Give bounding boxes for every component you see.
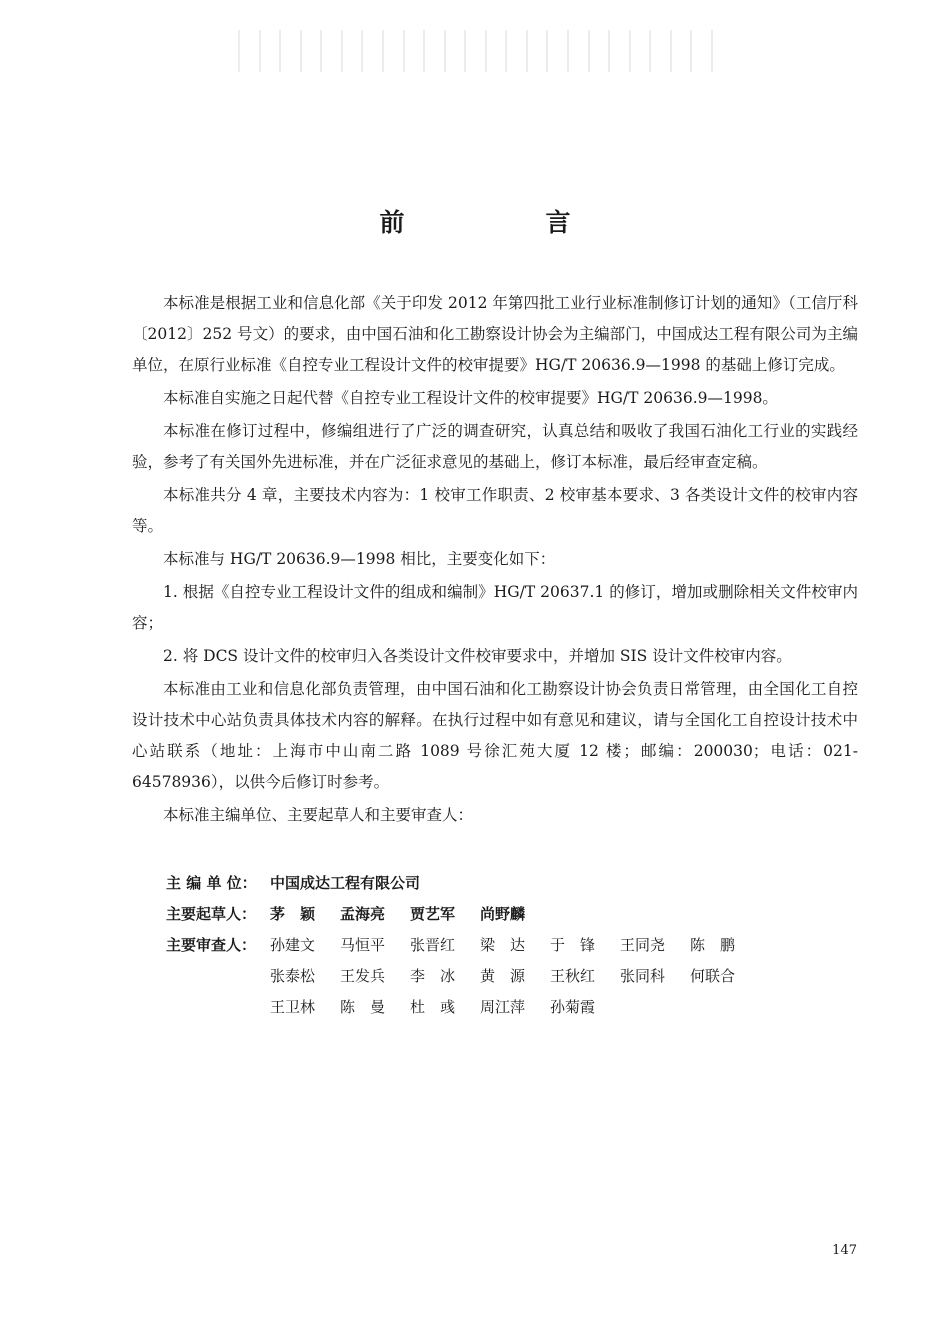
reviewer-name: 陈 曼: [340, 998, 386, 1016]
credits-block: [166, 868, 786, 1023]
page-title: 前 言: [379, 208, 629, 237]
reviewers-row: [166, 930, 786, 1023]
reviewer-name: 何联合: [690, 967, 736, 985]
reviewer-name: 张晋红: [410, 936, 456, 954]
paragraph: 本标准是根据工业和信息化部《关于印发 2012 年第四批工业行业标准制修订计划的通知》（工信厅科〔2012〕252 号文）的要求，由中国石油和化工勘察设计协会为主编部门，中国成达工程有限公司为主编单位，在原行业标准《自控专业工程设计文件的校审提要》HG/T 20636.9—1998 的基础上修订完成。: [132, 294, 858, 374]
editor-unit-row: [166, 868, 786, 899]
drafter-name: 尚野麟: [480, 905, 526, 923]
reviewer-name: 周江萍: [480, 998, 526, 1016]
paragraph: 本标准主编单位、主要起草人和主要审查人：: [163, 806, 474, 824]
reviewers-list: [270, 930, 760, 1023]
page-number: 147: [832, 1243, 857, 1258]
editor-unit-value: 中国成达工程有限公司: [270, 874, 421, 892]
drafter-name: 贾艺军: [410, 905, 456, 923]
reviewer-name: 马恒平: [340, 936, 386, 954]
drafter-name: 孟海亮: [340, 905, 386, 923]
paragraph: 本标准自实施之日起代替《自控专业工程设计文件的校审提要》HG/T 20636.9—1998。: [163, 389, 778, 407]
paragraph: 2. 将 DCS 设计文件的校审归入各类设计文件校审要求中，并增加 SIS 设计文件校审内容。: [163, 647, 792, 665]
paragraph: 本标准由工业和信息化部负责管理，由中国石油和化工勘察设计协会负责日常管理，由全国化工自控设计技术中心站负责具体技术内容的解释。在执行过程中如有意见和建议，请与全国化工自控设计技术中心站联系（地址：上海市中山南二路 1089 号徐汇苑大厦 12 楼；邮编：200030；电话：021-64578936），以供今后修订时参考。: [132, 680, 858, 791]
paragraph: 本标准共分 4 章，主要技术内容为：1 校审工作职责、2 校审基本要求、3 各类设计文件的校审内容等。: [132, 486, 858, 535]
paragraph: 本标准与 HG/T 20636.9—1998 相比，主要变化如下：: [163, 550, 556, 568]
reviewer-name: 张泰松: [270, 967, 316, 985]
reviewers-label: 主要审查人：: [166, 936, 257, 954]
reviewer-name: 杜 彧: [410, 998, 456, 1016]
reviewer-name: 孙建文: [270, 936, 316, 954]
scan-header-mark: [238, 30, 713, 72]
reviewer-name: 王卫林: [270, 998, 316, 1016]
reviewer-name: 陈 鹏: [690, 936, 736, 954]
preface-body: [132, 288, 858, 833]
reviewer-name: 李 冰: [410, 967, 456, 985]
reviewer-name: 于 锋: [550, 936, 596, 954]
reviewer-name: 黄 源: [480, 967, 526, 985]
reviewer-name: 张同科: [620, 967, 666, 985]
paragraph: 本标准在修订过程中，修编组进行了广泛的调查研究，认真总结和吸收了我国石油化工行业的实践经验，参考了有关国外先进标准，并在广泛征求意见的基础上，修订本标准，最后经审查定稿。: [132, 422, 858, 471]
paragraph: 1. 根据《自控专业工程设计文件的组成和编制》HG/T 20637.1 的修订，增加或删除相关文件校审内容；: [132, 583, 858, 632]
drafter-name: 茅 颖: [270, 905, 316, 923]
drafters-row: [166, 899, 786, 930]
reviewer-name: 王秋红: [550, 967, 596, 985]
reviewer-name: 王发兵: [340, 967, 386, 985]
reviewer-name: 孙菊霞: [550, 998, 596, 1016]
reviewer-name: 王同尧: [620, 936, 666, 954]
drafters-label: 主要起草人：: [166, 905, 257, 923]
reviewer-name: 梁 达: [480, 936, 526, 954]
drafters-list: [270, 899, 760, 930]
editor-unit-label: 主 编 单 位：: [166, 874, 257, 892]
